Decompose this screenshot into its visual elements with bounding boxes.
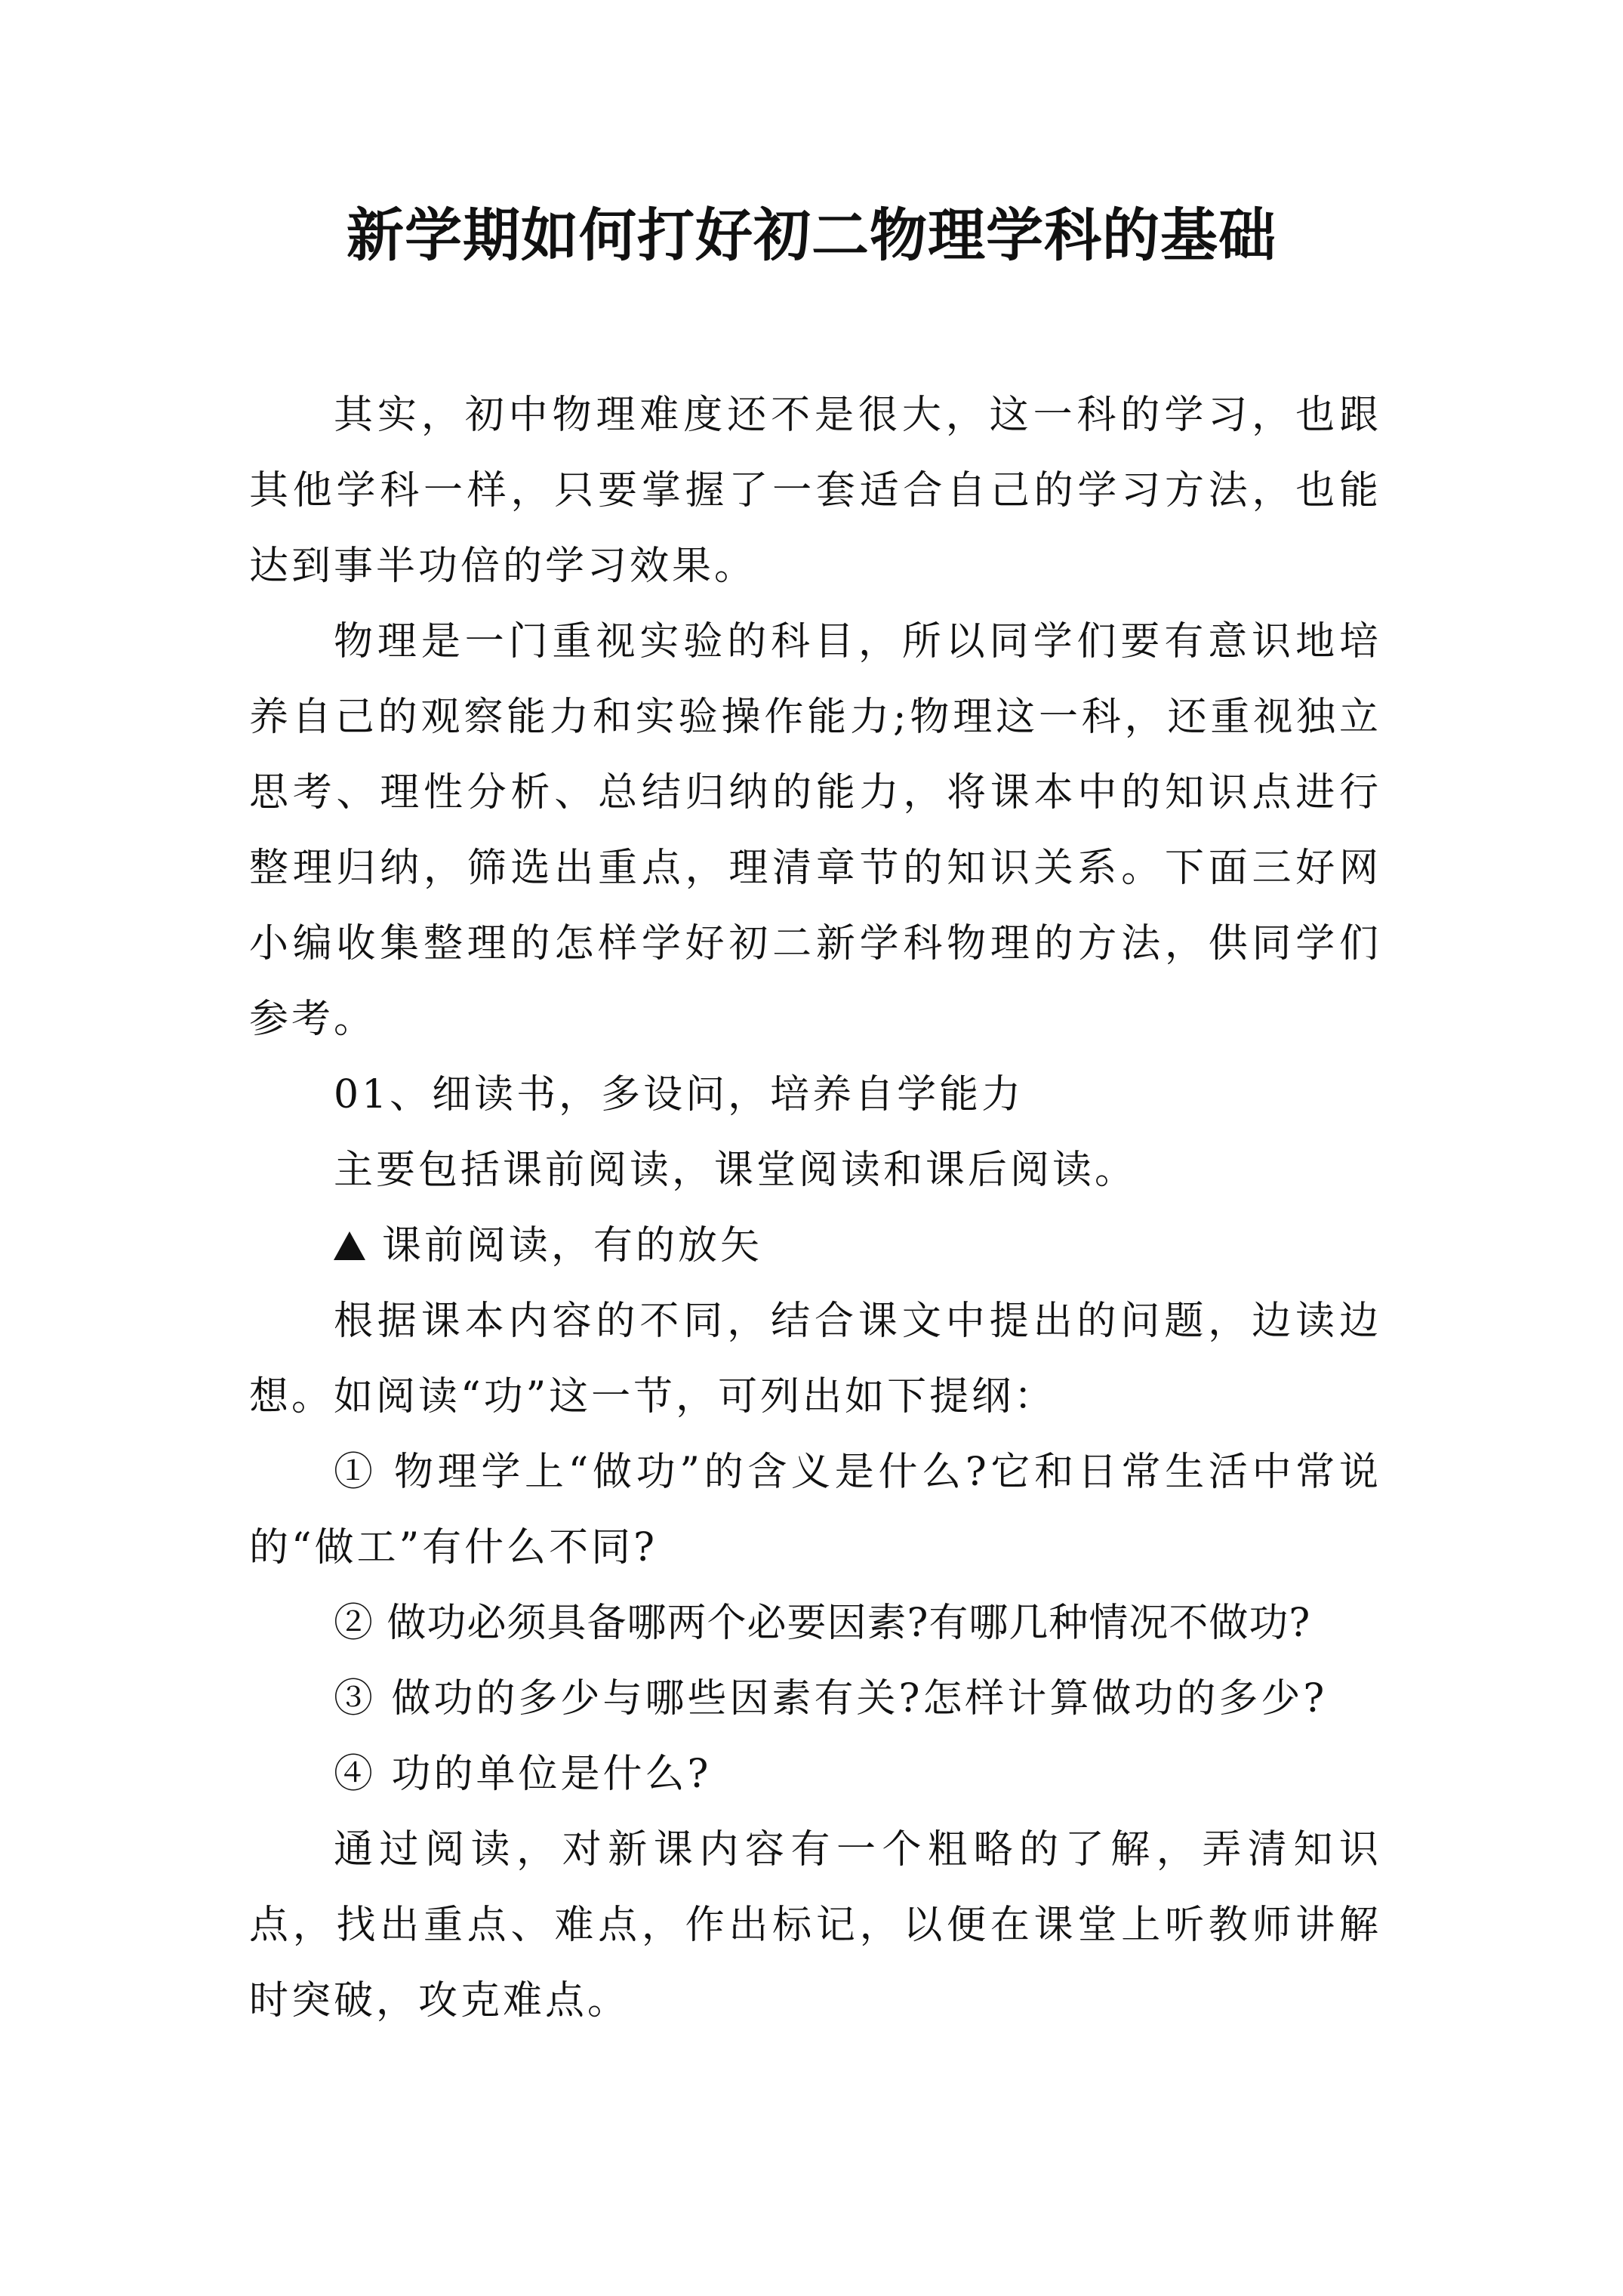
triangle-icon <box>334 1208 365 1284</box>
question-item-2 <box>249 1586 1381 1661</box>
paragraph-reading-types: 主要包括课前阅读，课堂阅读和课后阅读。 <box>334 1148 1138 1193</box>
question-text: 物理学上“做功”的含义是什么?它和日常生活中常说的“做工”有什么不同? <box>249 1450 1381 1570</box>
question-marker: ③ <box>334 1676 377 1721</box>
question-item-1 <box>249 1435 1381 1586</box>
document-title: 新学期如何打好初二物理学科的基础 <box>346 202 1277 269</box>
question-item-4 <box>249 1737 1381 1812</box>
paragraph-intro: 其实，初中物理难度还不是很大，这一科的学习，也跟其他学科一样，只要掌握了一套适合自己的学习方法，也能达到事半功倍的学习效果。 <box>249 393 1381 589</box>
question-text: 做功的多少与哪些因素有关?怎样计算做功的多少? <box>391 1676 1328 1721</box>
question-item-3 <box>249 1661 1381 1737</box>
paragraph-outline-intro: 根据课本内容的不同，结合课文中提出的问题，边读边想。如阅读“功”这一节，可列出如下提纲： <box>249 1299 1381 1419</box>
question-text: 功的单位是什么? <box>391 1752 712 1797</box>
paragraph-conclusion: 通过阅读，对新课内容有一个粗略的了解，弄清知识点，找出重点、难点，作出标记，以便在课堂上听教师讲解时突破，攻克难点。 <box>249 1827 1381 2023</box>
subheading-text: 课前阅读，有的放矢 <box>382 1223 763 1268</box>
section-heading-01: 01、细读书，多设问，培养自学能力 <box>334 1072 1024 1117</box>
document-body <box>249 378 1381 2039</box>
question-text: 做功必须具备哪两个必要因素?有哪几种情况不做功? <box>387 1601 1311 1646</box>
subheading-pre-class-reading <box>249 1208 1381 1284</box>
question-marker: ① <box>334 1450 377 1495</box>
question-marker: ② <box>334 1601 374 1646</box>
paragraph-experiment: 物理是一门重视实验的科目，所以同学们要有意识地培养自己的观察能力和实验操作能力;物理这一科，还重视独立思考、理性分析、总结归纳的能力，将课本中的知识点进行整理归纳，筛选出重点，理清章节的知识关系。下面三好网小编收集整理的怎样学好初二新学科物理的方法，供同学们参考。 <box>249 619 1381 1042</box>
question-marker: ④ <box>334 1752 377 1797</box>
